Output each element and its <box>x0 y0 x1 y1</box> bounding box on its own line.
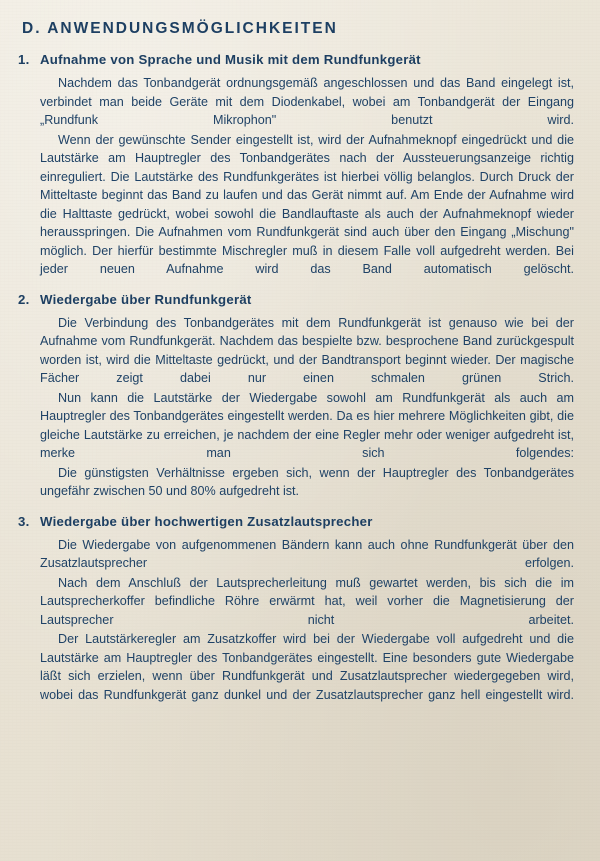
section-1-paragraph-1: Nachdem das Tonbandgerät ordnungsgemäß angeschlossen und das Band eingelegt ist, verbindet man beide Geräte mit dem Diodenkabel, wobei am Tonbandgerät der Eingang „Rundfunk Mikrophon" benutzt wird. <box>40 76 574 127</box>
section-1-label: Aufnahme von Sprache und Musik mit dem Rundfunkgerät <box>40 52 421 67</box>
section-1 <box>18 52 578 279</box>
section-3-heading <box>18 514 578 529</box>
section-2-heading <box>18 292 578 307</box>
section-2-paragraph-3: Die günstigsten Verhältnisse ergeben sich, wenn der Hauptregler des Tonbandgerätes ungefähr zwischen 50 und 80% aufgedreht ist. <box>40 465 574 498</box>
section-2-number: 2. <box>18 291 30 307</box>
section-3-paragraph-1: Die Wiedergabe von aufgenommenen Bändern kann auch ohne Rundfunkgerät über den Zusatzlautsprecher erfolgen. <box>40 537 574 570</box>
section-2-paragraph-1: Die Verbindung des Tonbandgerätes mit dem Rundfunkgerät ist genauso wie bei der Aufnahme vom Rundfunkgerät. Nachdem das bespielte bzw. besprochene Band zurückgespult worden ist, wird die Mitteltaste gedrückt, und der Bandtransport beginnt wieder. Der magische Fächer zeigt dabei nur einen schmalen grünen Strich. <box>40 315 574 385</box>
section-3 <box>18 514 578 705</box>
section-1-number: 1. <box>18 52 30 67</box>
document-content <box>18 20 578 704</box>
section-1-paragraph-2: Wenn der gewünschte Sender eingestellt ist, wird der Aufnahmeknopf eingedrückt und die Lautstärke am Hauptregler des Tonbandgerätes nach der Aussteuerungsanzeige richtig einreguliert. Die Lautstärke des Rundfunkgerätes ist hierbei völlig belanglos. Durch Druck der Mitteltaste beginnt das Band zu laufen und das Gerät nimmt auf. Am Ende der Aufnahme wird die Halttaste gedrückt, wobei sowohl die Bandlauftaste als auch der Aufnahmeknopf wieder herausspringen. Die Aufnahmen vom Rundfunkgerät sind auch über den Eingang „Mischung" möglich. Der hierfür bestimmte Mischregler muß in diesem Falle voll aufgedreht werden. Bei jeder neuen Aufnahme wird das Band automatisch gelöscht. <box>40 132 574 276</box>
chapter-title: D. ANWENDUNGSMÖGLICHKEITEN <box>22 20 338 37</box>
section-3-paragraph-3: Der Lautstärkeregler am Zusatzkoffer wird bei der Wiedergabe voll aufgedreht und die Lautstärke am Hauptregler des Tonbandgerätes eingestellt. Eine besonders gute Wiedergabe läßt sich erzielen, wenn über Rundfunkgerät und Zusatzlautsprecher wiedergegeben wird, wobei das Rundfunkgerät ganz dunkel und der Zusatzlautsprecher ganz hell eingestellt wird. <box>40 632 574 702</box>
section-2-label: Wiedergabe über Rundfunkgerät <box>40 291 252 307</box>
section-2 <box>18 292 578 501</box>
section-1-heading <box>18 52 578 67</box>
section-3-paragraph-2: Nach dem Anschluß der Lautsprecherleitung muß gewartet werden, bis sich die im Lautsprecherkoffer befindliche Röhre erwärmt hat, weil vorher die Magnetisierung der Lautsprecher nicht arbeitet. <box>40 575 574 627</box>
section-3-number: 3. <box>18 513 30 529</box>
section-3-label: Wiedergabe über hochwertigen Zusatzlautsprecher <box>40 513 373 529</box>
section-2-paragraph-2: Nun kann die Lautstärke der Wiedergabe sowohl am Rundfunkgerät als auch am Hauptregler des Tonbandgerätes eingestellt werden. Da es hier mehrere Möglichkeiten gibt, die gleiche Lautstärke zu erreichen, je nachdem der eine Regler mehr oder weniger aufgedreht ist, merke man sich folgendes: <box>40 390 574 460</box>
